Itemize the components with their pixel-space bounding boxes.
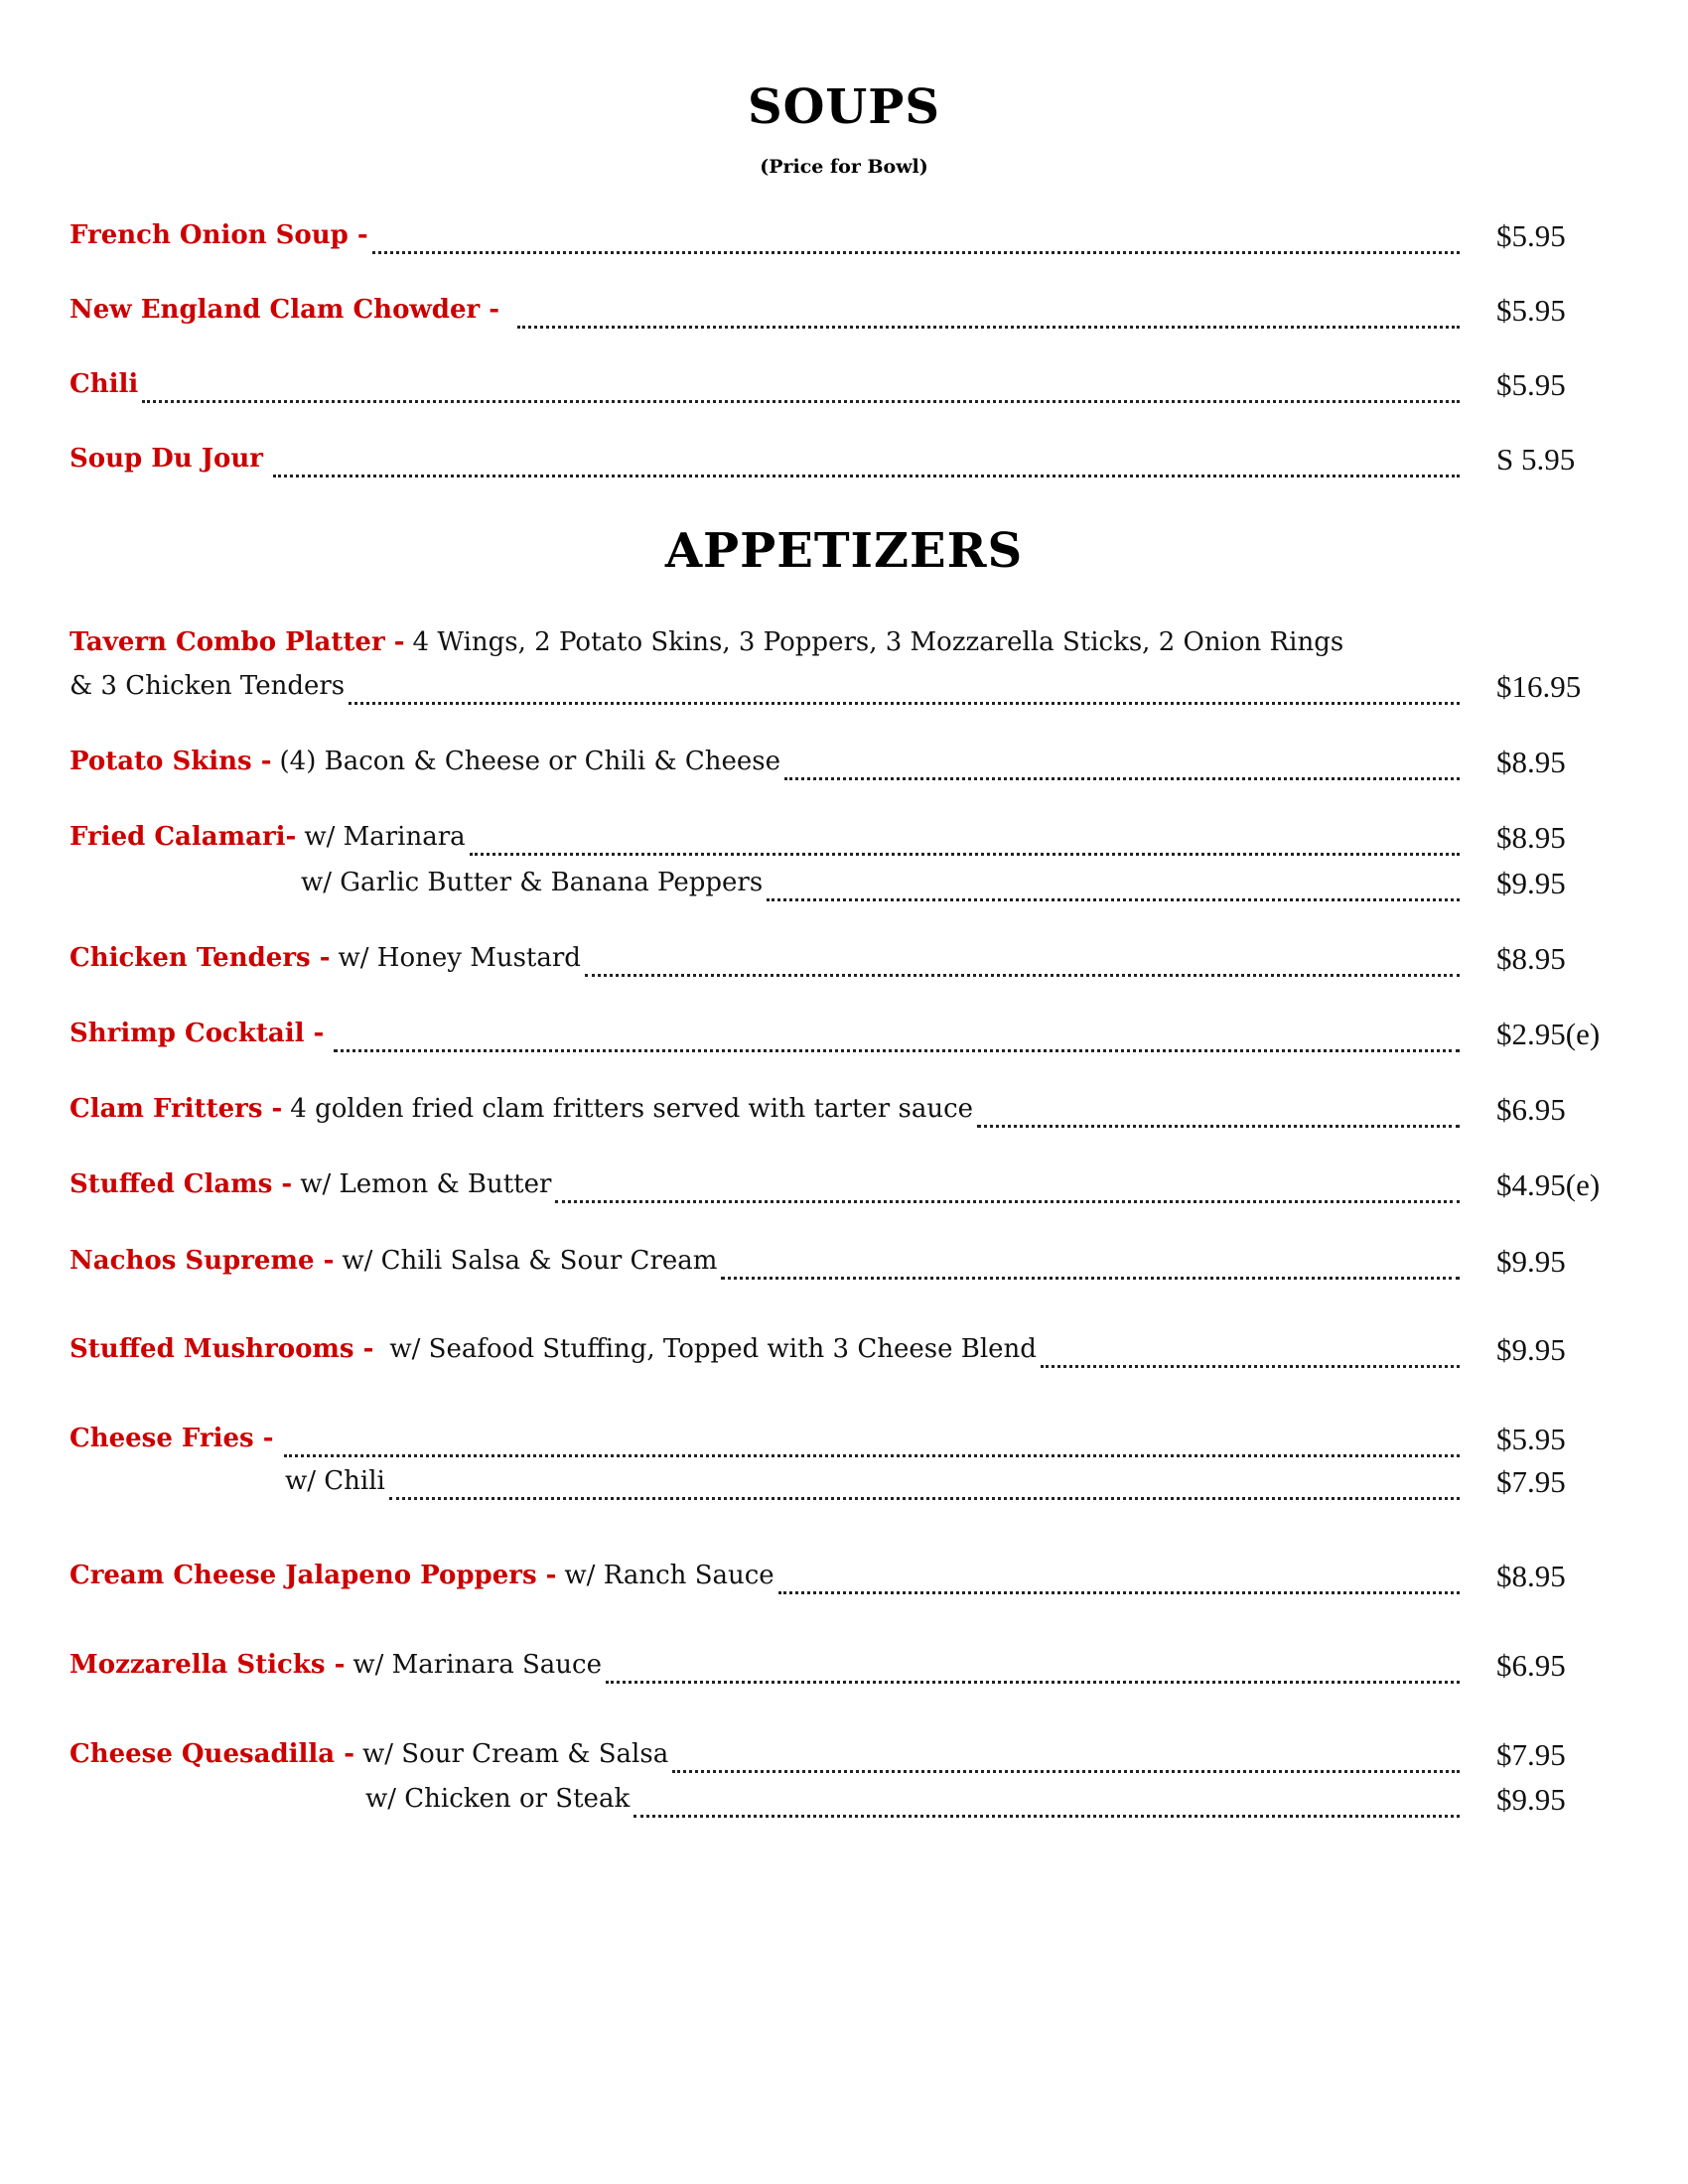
dot-leader <box>784 777 1460 780</box>
dot-leader <box>633 1815 1460 1818</box>
menu-item <box>70 1334 1460 1374</box>
item-price: $6.95 <box>1496 1092 1566 1127</box>
item-price: $6.95 <box>1496 1648 1566 1683</box>
menu-item-continued <box>70 671 1460 711</box>
item-name: Stuffed Clams - <box>70 1169 293 1199</box>
item-description: w/ Lemon & Butter <box>300 1169 552 1199</box>
menu-item <box>70 220 1460 260</box>
item-name: Cheese Fries - <box>70 1424 274 1453</box>
item-name: Mozzarella Sticks - <box>70 1650 346 1680</box>
dot-leader <box>372 251 1460 254</box>
menu-item <box>70 1246 1460 1286</box>
soups-price-note: (Price for Bowl) <box>760 156 928 178</box>
item-price: $16.95 <box>1496 669 1582 704</box>
item-price: $5.95 <box>1496 218 1566 253</box>
item-price: $5.95 <box>1496 367 1566 402</box>
item-price: $5.95 <box>1496 293 1566 328</box>
dot-leader <box>767 898 1460 901</box>
item-name: Shrimp Cocktail - <box>70 1019 325 1048</box>
item-name: Chicken Tenders - <box>70 943 331 973</box>
item-option-description: w/ Chili <box>285 1466 385 1496</box>
dot-leader <box>721 1277 1460 1280</box>
item-description: w/ Honey Mustard <box>338 943 581 973</box>
item-price: $4.95(e) <box>1496 1167 1601 1202</box>
item-description: & 3 Chicken Tenders <box>70 671 346 701</box>
menu-item <box>70 1561 1460 1600</box>
item-price: $2.95(e) <box>1496 1017 1601 1051</box>
item-price: $8.95 <box>1496 941 1566 976</box>
item-price: $8.95 <box>1496 1559 1566 1593</box>
dot-leader <box>349 702 1460 705</box>
item-option-price: $7.95 <box>1496 1464 1566 1499</box>
menu-item <box>70 295 1460 335</box>
item-option-price: $9.95 <box>1496 1782 1566 1817</box>
menu-item <box>70 444 1460 483</box>
dot-leader <box>142 400 1460 403</box>
item-name: New England Clam Chowder - <box>70 295 500 325</box>
item-name: Fried Calamari- <box>70 822 297 852</box>
dot-leader <box>517 326 1460 329</box>
menu-item <box>70 1094 1460 1134</box>
dot-leader <box>389 1497 1460 1500</box>
dot-leader <box>585 974 1460 977</box>
dot-leader <box>555 1200 1460 1203</box>
dot-leader <box>606 1681 1460 1684</box>
item-name: Cheese Quesadilla - <box>70 1739 354 1769</box>
dot-leader <box>977 1125 1460 1128</box>
dot-leader <box>1041 1365 1460 1368</box>
item-name: Tavern Combo Platter - <box>70 627 405 657</box>
menu-item <box>70 1739 1460 1779</box>
menu-item <box>70 747 1460 786</box>
dot-leader <box>470 853 1460 856</box>
menu-item <box>70 1424 1460 1463</box>
dot-leader <box>284 1454 1460 1457</box>
item-price: $7.95 <box>1496 1737 1566 1772</box>
menu-item <box>70 1169 1460 1209</box>
item-description: w/ Seafood Stuffing, Topped with 3 Cheese Blend <box>389 1334 1037 1364</box>
appetizers-heading: APPETIZERS <box>664 523 1024 579</box>
item-description: 4 golden fried clam fritters served with tarter sauce <box>290 1094 974 1124</box>
item-description: w/ Chili Salsa & Sour Cream <box>342 1246 718 1276</box>
item-price: S 5.95 <box>1496 442 1576 477</box>
menu-item <box>70 369 1460 409</box>
item-description: w/ Marinara Sauce <box>352 1650 602 1680</box>
item-name: Chili <box>70 369 139 399</box>
item-option-price: $9.95 <box>1496 866 1566 900</box>
item-name: Nachos Supreme - <box>70 1246 335 1276</box>
menu-item-option <box>285 1466 1460 1506</box>
item-description: (4) Bacon & Cheese or Chili & Cheese <box>279 747 781 776</box>
menu-item-option <box>365 1784 1460 1824</box>
item-option-description: w/ Garlic Butter & Banana Peppers <box>301 868 764 897</box>
item-price: $9.95 <box>1496 1244 1566 1279</box>
item-name: Stuffed Mushrooms - <box>70 1334 374 1364</box>
item-price: $9.95 <box>1496 1332 1566 1367</box>
dot-leader <box>778 1591 1460 1594</box>
menu-item <box>70 1019 1460 1058</box>
item-description: w/ Sour Cream & Salsa <box>362 1739 669 1769</box>
menu-item-option <box>301 868 1460 907</box>
menu-item <box>70 943 1460 983</box>
item-description: w/ Ranch Sauce <box>564 1561 774 1590</box>
item-price: $5.95 <box>1496 1422 1566 1456</box>
menu-item <box>70 1650 1460 1690</box>
item-name: Potato Skins - <box>70 747 272 776</box>
item-option-description: w/ Chicken or Steak <box>365 1784 631 1814</box>
item-price: $8.95 <box>1496 745 1566 779</box>
item-price: $8.95 <box>1496 820 1566 855</box>
dot-leader <box>273 475 1460 478</box>
menu-item <box>70 822 1460 862</box>
soups-heading: SOUPS <box>747 79 941 135</box>
item-name: Cream Cheese Jalapeno Poppers - <box>70 1561 557 1590</box>
item-description: 4 Wings, 2 Potato Skins, 3 Poppers, 3 Mozzarella Sticks, 2 Onion Rings <box>412 627 1344 657</box>
item-name: French Onion Soup - <box>70 220 368 250</box>
menu-item <box>70 627 1460 667</box>
dot-leader <box>672 1770 1460 1773</box>
item-description: w/ Marinara <box>304 822 466 852</box>
item-name: Soup Du Jour <box>70 444 263 474</box>
dot-leader <box>334 1049 1460 1052</box>
item-name: Clam Fritters - <box>70 1094 283 1124</box>
